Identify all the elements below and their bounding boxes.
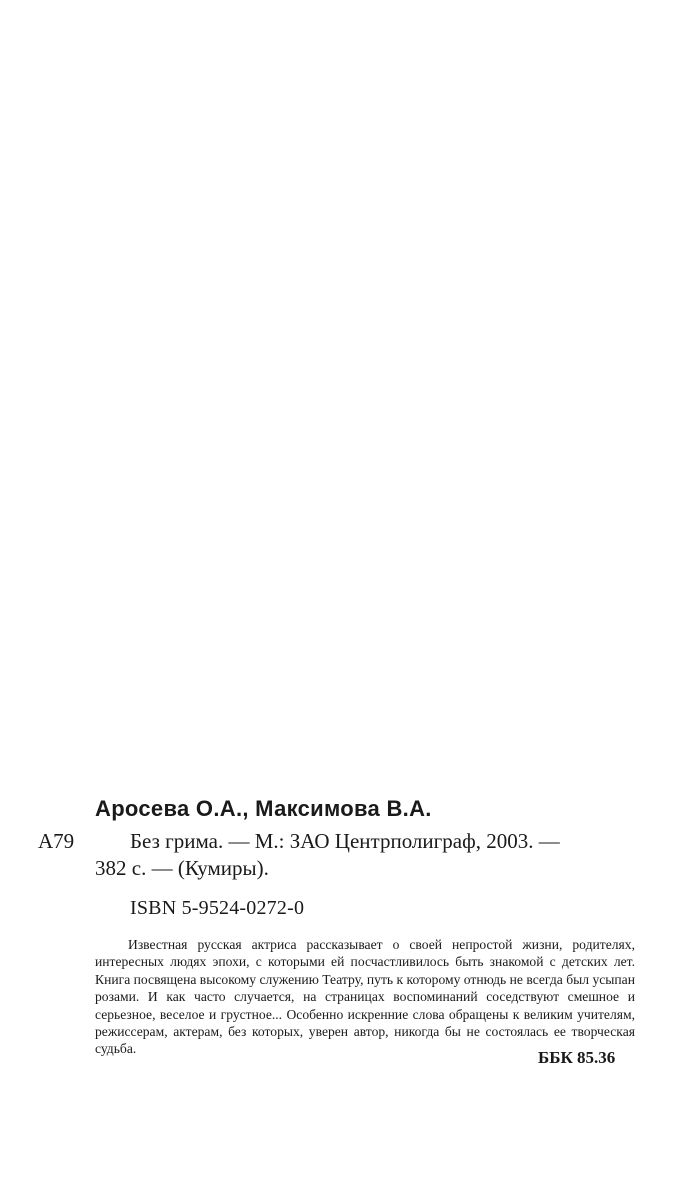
- bbk-index: ББК 85.36: [538, 1048, 616, 1067]
- author-mark-code: А79: [38, 829, 75, 853]
- isbn-number: ISBN 5-9524-0272-0: [130, 897, 305, 919]
- annotation-paragraph: Известная русская актриса рассказывает о своей непростой жизни, родителях, интересных людях эпохи, с которыми ей посчастливилось быть знакомой с детских лет. Книга посвящена высокому служению Театру, путь к которому отнюдь не всегда был усыпан розами. И как часто случается, на страницах воспоминаний соседствуют смешное и серьезное, веселое и грустное... Особенно искренние слова обращены к великим учителям, режиссерам, актерам, без которых, уверен автор, никогда бы не состоялась ее творческая судьба.: [95, 937, 635, 1057]
- title-line-1: Без грима. — М.: ЗАО Центрполиграф, 2003. —: [130, 829, 560, 853]
- authors-heading: Аросева О.А., Максимова В.А.: [95, 796, 432, 821]
- title-line-2: 382 с. — (Кумиры).: [95, 856, 269, 880]
